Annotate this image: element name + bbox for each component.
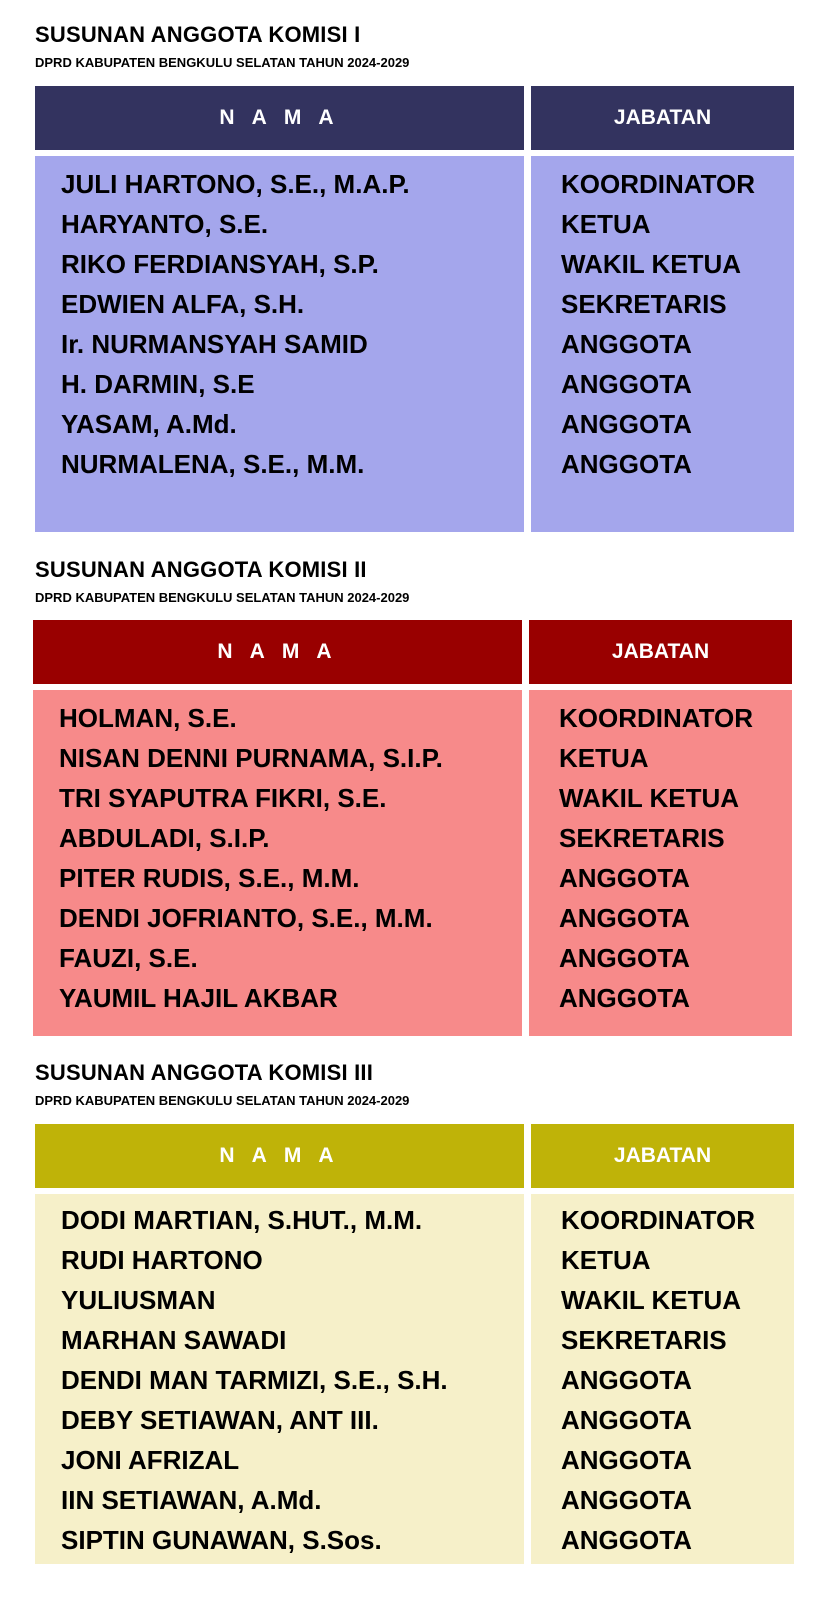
komisi-3-jabatan-2: KETUA (561, 1245, 651, 1275)
komisi-3-nama-5: DENDI MAN TARMIZI, S.E., S.H. (61, 1365, 448, 1395)
komisi-2-nama-6: DENDI JOFRIANTO, S.E., M.M. (59, 903, 433, 933)
komisi-3-jabatan-4: SEKRETARIS (561, 1325, 727, 1355)
komisi-1-subtitle: DPRD KABUPATEN BENGKULU SELATAN TAHUN 2024-2029 (35, 55, 410, 70)
komisi-1-nama-4: EDWIEN ALFA, S.H. (61, 289, 305, 319)
komisi-2-jabatan-7: ANGGOTA (559, 943, 690, 973)
komisi-2-jabatan-1: KOORDINATOR (559, 703, 754, 733)
komisi-2-nama-7: FAUZI, S.E. (59, 943, 198, 973)
komisi-1-jabatan-6: ANGGOTA (561, 369, 692, 399)
komisi-2-jabatan-4: SEKRETARIS (559, 823, 725, 853)
komisi-3-nama-list (35, 1194, 524, 1560)
komisi-3-nama-9: SIPTIN GUNAWAN, S.Sos. (61, 1525, 382, 1555)
komisi-2-nama-5: PITER RUDIS, S.E., M.M. (59, 863, 360, 893)
komisi-3-nama-2: RUDI HARTONO (61, 1245, 263, 1275)
komisi-2-header-jabatan: JABATAN (529, 620, 792, 684)
komisi-2-jabatan-5: ANGGOTA (559, 863, 690, 893)
komisi-3-jabatan-5: ANGGOTA (561, 1365, 692, 1395)
komisi-1-nama-2: HARYANTO, S.E. (61, 209, 269, 239)
komisi-3-header-nama: N A M A (35, 1124, 524, 1188)
komisi-3-jabatan-3: WAKIL KETUA (561, 1285, 742, 1315)
komisi-3-jabatan-6: ANGGOTA (561, 1405, 692, 1435)
komisi-3-jabatan-9: ANGGOTA (561, 1525, 692, 1555)
komisi-2-nama-8: YAUMIL HAJIL AKBAR (59, 983, 338, 1013)
komisi-2-jabatan-8: ANGGOTA (559, 983, 690, 1013)
komisi-3-jabatan-column (531, 1194, 794, 1564)
komisi-2-title: SUSUNAN ANGGOTA KOMISI II (35, 557, 367, 582)
komisi-3-jabatan-8: ANGGOTA (561, 1485, 692, 1515)
komisi-3-nama-column (35, 1194, 524, 1564)
komisi-2-jabatan-6: ANGGOTA (559, 903, 690, 933)
komisi-1-jabatan-4: SEKRETARIS (561, 289, 727, 319)
komisi-2-jabatan-3: WAKIL KETUA (559, 783, 740, 813)
komisi-3-nama-3: YULIUSMAN (61, 1285, 216, 1315)
komisi-1-title: SUSUNAN ANGGOTA KOMISI I (35, 22, 361, 47)
komisi-2-nama-4: ABDULADI, S.I.P. (59, 823, 270, 853)
komisi-3-subtitle: DPRD KABUPATEN BENGKULU SELATAN TAHUN 2024-2029 (35, 1093, 410, 1108)
komisi-1-jabatan-2: KETUA (561, 209, 651, 239)
komisi-1-jabatan-3: WAKIL KETUA (561, 249, 742, 279)
komisi-2-nama-3: TRI SYAPUTRA FIKRI, S.E. (59, 783, 387, 813)
komisi-3-title: SUSUNAN ANGGOTA KOMISI III (35, 1060, 374, 1085)
komisi-1-header-nama: N A M A (35, 86, 524, 150)
komisi-1-nama-3: RIKO FERDIANSYAH, S.P. (61, 249, 379, 279)
komisi-3-nama-7: JONI AFRIZAL (61, 1445, 240, 1475)
komisi-1-nama-5: Ir. NURMANSYAH SAMID (61, 329, 368, 359)
komisi-3-jabatan-list (531, 1194, 794, 1560)
komisi-1-nama-7: YASAM, A.Md. (61, 409, 237, 439)
komisi-1-nama-1: JULI HARTONO, S.E., M.A.P. (61, 169, 410, 199)
komisi-1-jabatan-5: ANGGOTA (561, 329, 692, 359)
komisi-1-nama-8: NURMALENA, S.E., M.M. (61, 449, 365, 479)
komisi-1-nama-6: H. DARMIN, S.E (61, 369, 255, 399)
komisi-3-jabatan-7: ANGGOTA (561, 1445, 692, 1475)
komisi-2-subtitle: DPRD KABUPATEN BENGKULU SELATAN TAHUN 2024-2029 (35, 590, 410, 605)
komisi-3-nama-8: IIN SETIAWAN, A.Md. (61, 1485, 322, 1515)
komisi-3-nama-6: DEBY SETIAWAN, ANT III. (61, 1405, 379, 1435)
komisi-3-jabatan-1: KOORDINATOR (561, 1205, 756, 1235)
komisi-1-header-jabatan: JABATAN (531, 86, 794, 150)
komisi-2-jabatan-2: KETUA (559, 743, 649, 773)
komisi-3-nama-1: DODI MARTIAN, S.HUT., M.M. (61, 1205, 423, 1235)
komisi-3-header-jabatan: JABATAN (531, 1124, 794, 1188)
komisi-1-jabatan-8: ANGGOTA (561, 449, 692, 479)
komisi-2-nama-2: NISAN DENNI PURNAMA, S.I.P. (59, 743, 443, 773)
komisi-2-header-nama: N A M A (33, 620, 522, 684)
komisi-3-nama-4: MARHAN SAWADI (61, 1325, 287, 1355)
komisi-2-nama-1: HOLMAN, S.E. (59, 703, 237, 733)
komisi-1-jabatan-1: KOORDINATOR (561, 169, 756, 199)
komisi-1-jabatan-7: ANGGOTA (561, 409, 692, 439)
